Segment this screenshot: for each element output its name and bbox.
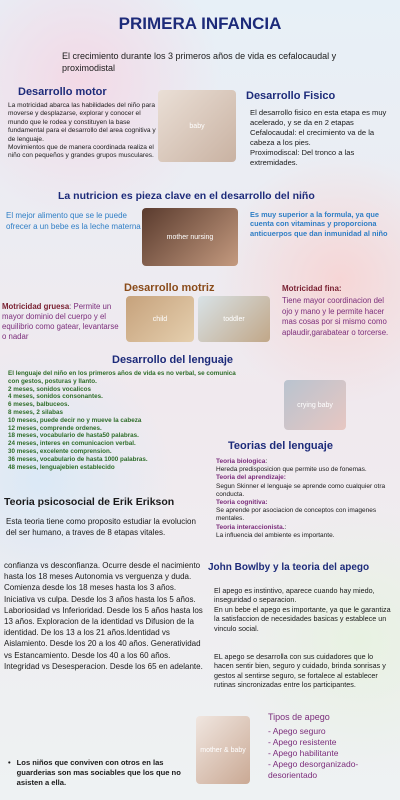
teoria-label: Teoria cognitiva: [216,499,268,507]
child-photo: child [126,296,194,342]
lenguaje-line: 24 meses, interes en comunicacion verbal. [8,440,136,448]
bowlby-p1: El apego es instintivo, aparece cuando hay miedo, inseguridad o separacion. En un bebe el apego es importante, ya que le garantiza la satisfaccion de necesidades basicas y establece un vinculo social. [214,586,391,633]
motor-heading: Desarrollo motor [18,86,107,98]
footer-bullet [8,758,188,788]
crying-baby-photo: crying baby [284,380,346,430]
nutricion-heading: La nutricion es pieza clave en el desarrollo del niño [58,190,315,202]
tipos-heading: Tipos de apego [268,712,330,722]
fisico-heading: Desarrollo Fisico [246,90,336,102]
lenguaje-line: 6 meses, balbuceos. [8,401,70,409]
nutricion-right: Es muy superior a la formula, ya que cuenta con vitaminas y proporciona anticuerpos que dan inmunidad al niño [250,210,388,238]
tipo-item: - Apego habilitante [268,748,339,758]
lenguaje-line: 2 meses, sonidos vocalicos [8,385,91,393]
baby-photo: baby [158,90,236,162]
lenguaje-line: 12 meses, comprende ordenes. [8,424,102,432]
lenguaje-heading: Desarrollo del lenguaje [112,354,234,366]
teoria-text: : La influencia del ambiente es importante. [216,523,335,539]
tipo-item: - Apego desorganizado-desorientado [268,759,359,780]
teoria-label: Teoria interaccionista. [216,523,285,531]
fina-text: Tiene mayor coordinacion del ojo y mano y le permite hacer mas cosas por si mismo como aplaudir,garabatear o torcerse. [282,296,389,337]
lenguaje-line: El lenguaje del niño en los primeros años de vida es no verbal, se comunica con gestos, posturas y llanto. [8,370,236,385]
gruesa-text: : Permite un mayor dominio del cuerpo y el equilibrio como gatear, levantarse o nadar [2,302,119,341]
bowlby-heading: John Bowlby y la teoria del apego [208,562,370,573]
tipos-list [268,726,396,781]
erikson-intro: Esta teoria tiene como proposito estudiar la evolucion del ser humano, a traves de 8 etapas vitales. [6,517,196,537]
lenguaje-line: 18 meses, vocabulario de hasta50 palabras. [8,432,139,440]
page-title: PRIMERA INFANCIA [118,14,282,33]
teoria-text: Segun Skinner el lenguaje se aprende como cualquier otra conducta. [216,482,386,498]
teoria-item [216,499,396,524]
nutricion-left: El mejor alimento que se le puede ofrecer a un bebe es la leche materna [6,211,141,231]
lenguaje-line: 30 meses, excelente comprension. [8,447,112,455]
teoria-label: Teoria biologica [216,458,266,465]
fina-label: Motricidad fina: [282,284,342,293]
intro-text: El crecimiento durante los 3 primeros años de vida es cefalocaudal y proximodistal [62,51,337,73]
motriz-heading: Desarrollo motriz [124,282,215,294]
teoria-item [216,458,396,474]
fisico-text: El desarrollo fisico en esta etapa es muy acelerado, y se da en 2 etapas Cefalocaudal: el crecimiento va de la cabeza a los pies. Proximodiscal: Del tronco a las extremidades. [250,108,387,167]
gruesa-label: Motricidad gruesa [2,302,70,311]
gruesa-block [2,302,122,342]
bullet-dot-icon: • [8,758,11,767]
teorias-list [216,458,396,540]
erikson-heading: Teoria psicosocial de Erik Erikson [4,496,175,508]
lenguaje-list [8,370,248,471]
lenguaje-line: 10 meses, puede decir no y mueve la cabeza [8,416,142,424]
teoria-text: Se aprende por asociacion de conceptos con imagenes mentales. [216,507,377,523]
bowlby-p2: EL apego se desarrolla con sus cuidadores que lo hacen sentir bien, seguro y cuidado, brinda sonrisas y gestos al sentirse seguro, se fortalece al establecer rutinas sincronizadas entre los participantes. [214,652,386,690]
lenguaje-line: 4 meses, sonidos consonantes. [8,393,103,401]
mother-baby-photo: mother & baby [196,716,250,784]
teoria-label: Teoria del aprendizaje: [216,474,286,482]
teorias-heading: Teorias del lenguaje [228,440,333,452]
lenguaje-line: 8 meses, 2 silabas [8,408,63,416]
erikson-text: confianza vs desconfianza. Ocurre desde el nacimiento hasta los 18 meses Autonomia vs verguenza y duda. Comienza desde los 18 meses hasta los 3 años. Iniciativa vs culpa. Desde los 3 años hasta los 5 años. Laboriosidad vs Inferioridad. Desde los 5 años hasta los 13 años. Exploracion de la identidad vs Difusion de la identidad. De los 13 a los 21 años.Identidad vs Aislamiento. Desde los 20 a los 40 años. Generatividad vs Estancamiento. Desde los 40 a los 60 años. Integridad vs Desesperacion. Desde los 65 en adelante. [4,561,203,671]
teoria-text: : Hereda predisposicion que permite uso de fonemas. [216,458,367,474]
motor-text: La motricidad abarca las habilidades del niño para moverse y desplazarse, explorar y conocer el mundo que le rodea y constituyen la base fundamental para el desarrollo del area cognitiva y de lenguaje. Movimientos que de manera coordinada realiza el niño con pequeños y grandes grupos musculares. [8,102,156,160]
tipo-item: - Apego resistente [268,737,337,747]
toddler-photo: toddler [198,296,270,342]
tipo-item: - Apego seguro [268,726,326,736]
teoria-item [216,474,396,499]
teoria-item [216,524,396,540]
lenguaje-line: 48 meses, lenguajebien establecido [8,463,115,471]
nursing-photo: mother nursing [142,208,238,266]
footer-bullet-text: Los niños que conviven con otros en las guarderias son mas sociables que los que no asisten a ella. [16,758,181,787]
lenguaje-line: 36 meses, vocabulario de hasta 1000 palabras. [8,455,148,463]
